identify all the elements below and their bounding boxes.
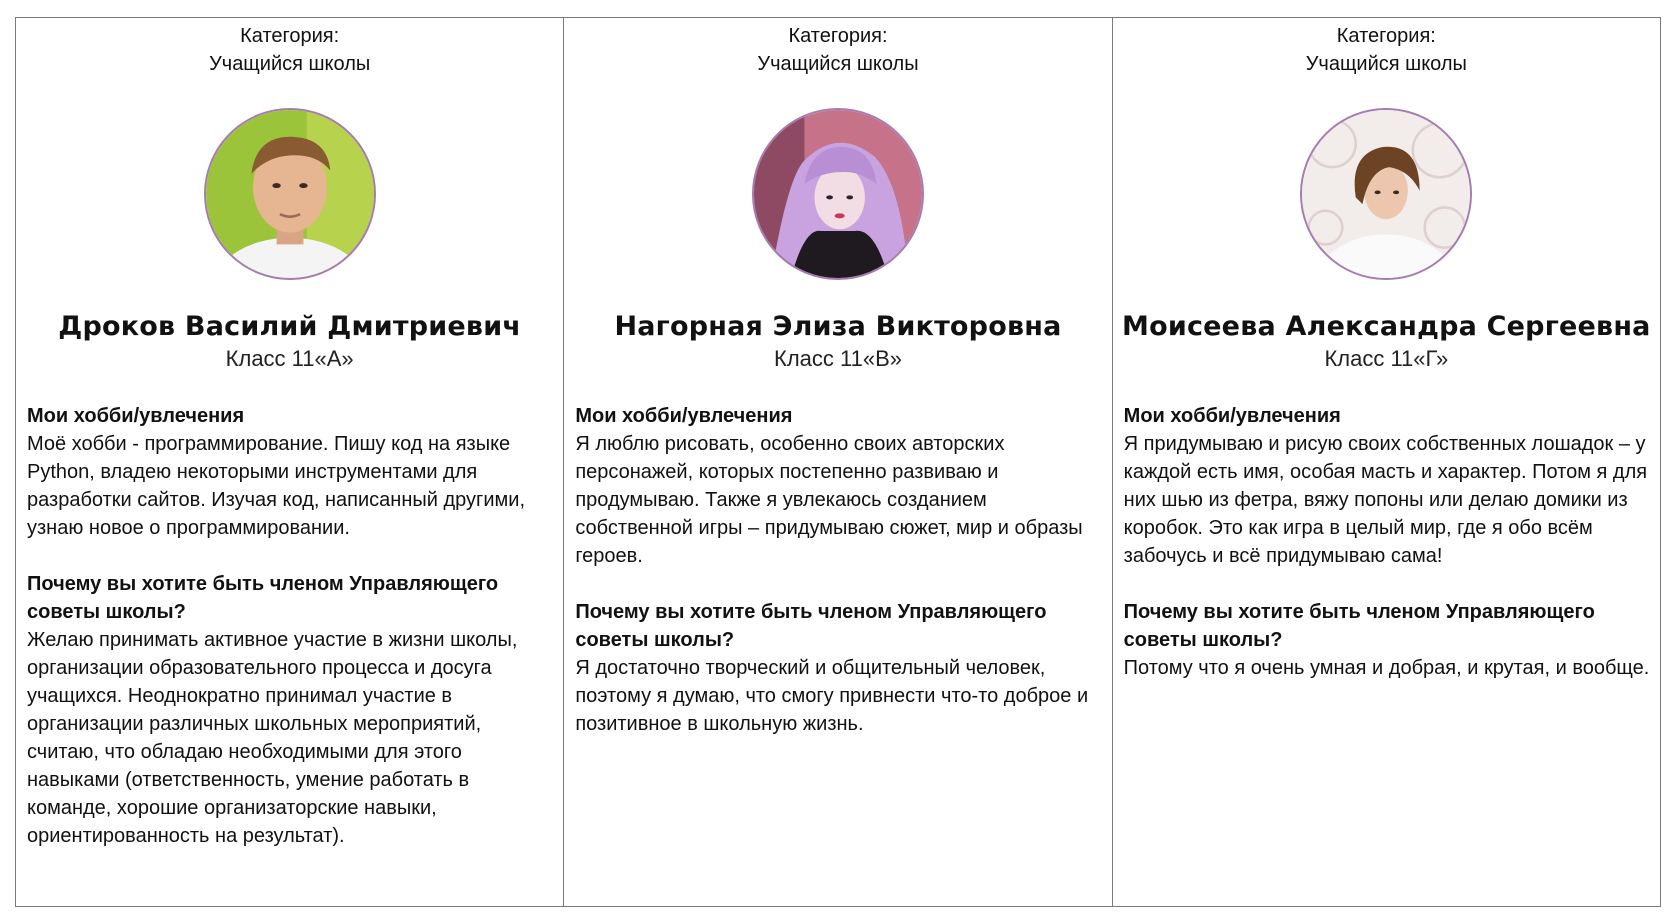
candidates-table bbox=[15, 17, 1661, 907]
why-text: Потому что я очень умная и добрая, и крутая, и вообще. bbox=[1123, 657, 1650, 679]
category-value: Учащийся школы bbox=[757, 53, 919, 75]
category-label: Категория: bbox=[1336, 25, 1436, 47]
hobby-heading: Мои хобби/увлечения bbox=[27, 405, 245, 427]
why-heading: Почему вы хотите быть членом Управляющего советы школы? bbox=[27, 573, 499, 623]
why-text: Желаю принимать активное участие в жизни школы, организации образовательного процесса и досуга учащихся. Неоднократно принимал участие в организации различных школьных мероприятий, считаю, что обладаю необходимыми для этого навыками (ответственность, умение работать в команде, хорошие организаторские навыки, ориентированность на результат). bbox=[27, 629, 518, 847]
candidate-card-1 bbox=[16, 18, 563, 906]
hobby-text: Моё хобби - программирование. Пишу код на языке Python, владею некоторыми инструментами для разработки сайтов. Изучая код, написанный другими, узнаю новое о программировании. bbox=[27, 433, 525, 539]
card-body bbox=[16, 402, 563, 850]
why-heading: Почему вы хотите быть членом Управляющего советы школы? bbox=[1123, 601, 1595, 651]
category-label: Категория: bbox=[788, 25, 888, 47]
candidate-name: Дроков Василий Дмитриевич bbox=[58, 311, 522, 342]
hobby-heading: Мои хобби/увлечения bbox=[1123, 405, 1341, 427]
category-block bbox=[564, 22, 1111, 78]
category-value: Учащийся школы bbox=[209, 53, 371, 75]
category-label: Категория: bbox=[240, 25, 340, 47]
hobby-heading: Мои хобби/увлечения bbox=[575, 405, 793, 427]
avatar bbox=[752, 108, 924, 280]
hobby-text: Я люблю рисовать, особенно своих авторских персонажей, которых постепенно развиваю и продумываю. Также я увлекаюсь созданием собственной игры – придумываю сюжет, мир и образы героев. bbox=[575, 433, 1083, 567]
hobby-text: Я придумываю и рисую своих собственных лошадок – у каждой есть имя, особая масть и характер. Потом я для них шью из фетра, вяжу попоны или делаю домики из коробок. Это как игра в целый мир, где я обо всём забочусь и всё придумываю сама! bbox=[1123, 433, 1648, 567]
card-body bbox=[564, 402, 1111, 738]
candidate-class: Класс 11«Г» bbox=[1324, 346, 1449, 371]
category-block bbox=[1113, 22, 1660, 78]
avatar bbox=[1300, 108, 1472, 280]
candidate-card-2 bbox=[563, 18, 1111, 906]
candidate-name: Нагорная Элиза Викторовна bbox=[614, 311, 1062, 342]
why-text: Я достаточно творческий и общительный человек, поэтому я думаю, что смогу привнести что-то доброе и позитивное в школьную жизнь. bbox=[575, 657, 1089, 735]
category-block bbox=[16, 22, 563, 78]
card-body bbox=[1113, 402, 1660, 682]
candidate-class: Класс 11«А» bbox=[225, 346, 354, 371]
category-value: Учащийся школы bbox=[1305, 53, 1467, 75]
candidate-name: Моисеева Александра Сергеевна bbox=[1122, 311, 1651, 342]
candidate-card-3 bbox=[1112, 18, 1660, 906]
candidate-class: Класс 11«В» bbox=[774, 346, 902, 371]
avatar bbox=[204, 108, 376, 280]
why-heading: Почему вы хотите быть членом Управляющего советы школы? bbox=[575, 601, 1047, 651]
